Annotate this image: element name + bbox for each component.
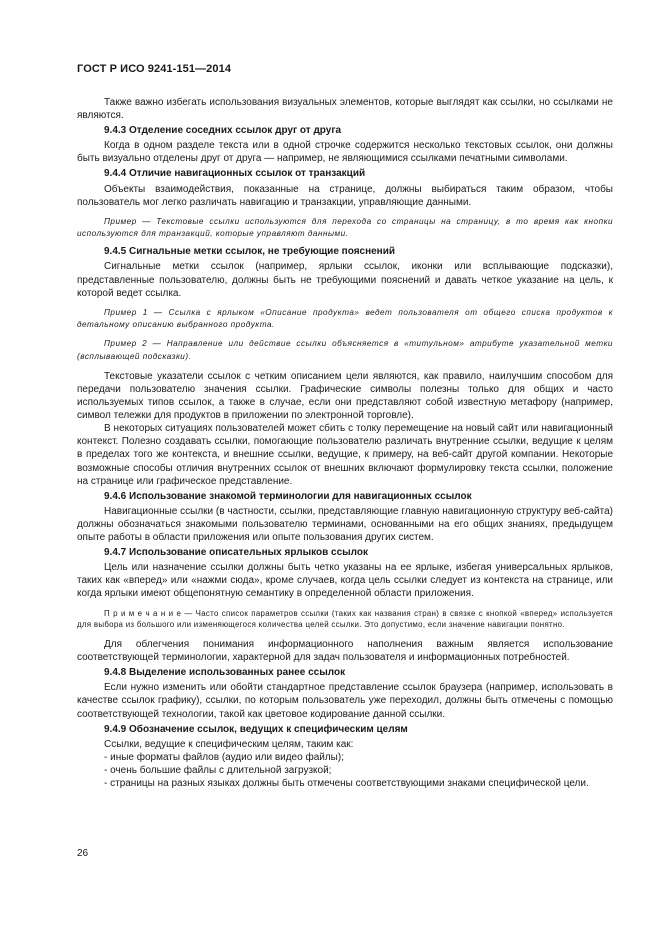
- document-body: [77, 96, 613, 790]
- heading-9-4-3: 9.4.3 Отделение соседних ссылок друг от друга: [104, 125, 342, 137]
- paragraph-9-4-8: Если нужно изменить или обойти стандартное представление ссылок браузера (например, использовать в качестве ссылок графику), ссылки, по которым пользователь уже переходил, должны быть отмечены с помощью соответствующей технологии, такой как цветовое кодирование данной ссылки.: [77, 682, 613, 720]
- page-header: ГОСТ Р ИСО 9241-151—2014: [77, 63, 232, 75]
- heading-9-4-4: 9.4.4 Отличие навигационных ссылок от транзакций: [104, 168, 366, 180]
- paragraph-9-4-6: Навигационные ссылки (в частности, ссылки, представляющие главную навигационную структуру веб-сайта) должны обозначаться знакомыми пользователю терминами, основанными на его общих знаниях, предыдущем опыте работы в области приложения или опыте пользования других систем.: [77, 505, 613, 544]
- paragraph-9-4-5-b: Текстовые указатели ссылок с четким описанием цели являются, как правило, наилучшим способом для передачи пользователю значения ссылки. Графические символы полезны только для общих и часто используемых типов ссылок, а также в случае, если они представляют собой известную метафору (например, символ тележки для продуктов в приложении по электронной торговле).: [77, 370, 613, 422]
- heading-9-4-5: 9.4.5 Сигнальные метки ссылок, не требующие пояснений: [104, 246, 396, 258]
- heading-9-4-7: 9.4.7 Использование описательных ярлыков ссылок: [104, 547, 369, 559]
- example-9-4-4: Пример — Текстовые ссылки используются для перехода со страницы на страницу, в то время как кнопки используются для транзакций, которые управляют данными.: [77, 216, 613, 239]
- paragraph-intro: Также важно избегать использования визуальных элементов, которые выглядят как ссылки, но ссылками не являются.: [77, 97, 613, 122]
- paragraph-9-4-5: Сигнальные метки ссылок (например, ярлыки ссылок, иконки или всплывающие подсказки), представленные пользователю, должны быть не требующими пояснений и давать четкое указание на цель, к которой ведет ссылка.: [77, 261, 613, 299]
- paragraph-9-4-7: Цель или назначение ссылки должны быть четко указаны на ее ярлыке, избегая универсальных ярлыков, таких как «вперед» или «нажми сюда», кроме случаев, когда цель ссылки следует из контекста на странице, или когда ярлыки имеют общепонятную семантику в определенной области приложения.: [77, 562, 613, 600]
- list-item: - очень большие файлы с длительной загрузкой;: [104, 764, 332, 776]
- paragraph-9-4-7-b: Для облегчения понимания информационного наполнения важным является использование соответствующей терминологии, характерной для задач пользователя и информационных потребностей.: [77, 639, 613, 664]
- page-number: 26: [77, 848, 89, 859]
- paragraph-9-4-3: Когда в одном разделе текста или в одной строчке содержится несколько текстовых ссылок, они должны быть визуально отделены друг от друга — например, не являющимися ссылками печатными символами.: [77, 140, 613, 165]
- paragraph-9-4-9: Ссылки, ведущие к специфическим целям, таким как:: [104, 738, 354, 750]
- heading-9-4-9: 9.4.9 Обозначение ссылок, ведущих к специфическим целям: [104, 723, 408, 735]
- paragraph-9-4-4: Объекты взаимодействия, показанные на странице, должны выбираться таким образом, чтобы пользователь мог легко различать навигацию и транзакции, управляющие данными.: [77, 183, 613, 208]
- heading-9-4-6: 9.4.6 Использование знакомой терминологии для навигационных ссылок: [104, 490, 472, 502]
- paragraph-9-4-5-c: В некоторых ситуациях пользователей может сбить с толку перемещение на новый сайт или навигационный контекст. Полезно создавать ссылки, помогающие пользователю различать внутренние ссылки, ведущие к целям в пределах того же контекста, и внешние ссылки, ведущие, к примеру, на веб-сайт другой компании. Некоторые возможные способы отличия внутренних ссылок от внешних включают формулировку текста ссылки, положение на странице или графическое представление.: [77, 423, 613, 487]
- heading-9-4-8: 9.4.8 Выделение использованных ранее ссылок: [104, 667, 346, 679]
- example-9-4-5-1: Пример 1 — Ссылка с ярлыком «Описание продукта» ведет пользователя от общего списка продуктов к детальному описанию выбранного продукта.: [77, 307, 613, 330]
- note-9-4-7: П р и м е ч а н и е — Часто список параметров ссылки (таких как названия стран) в связке с кнопкой «вперед» используется для выбора из большого или изменяющегося количества целей ссылки. Это допустимо, если значение навигации понятно.: [77, 608, 613, 630]
- example-9-4-5-2: Пример 2 — Направление или действие ссылки объясняется в «титульном» атрибуте указательной метки (всплывающей подсказки).: [77, 339, 613, 361]
- list-item: - иные форматы файлов (аудио или видео файлы);: [104, 751, 344, 763]
- list-item: - страницы на разных языках должны быть отмечены соответствующими знаками специфической цели.: [104, 778, 589, 790]
